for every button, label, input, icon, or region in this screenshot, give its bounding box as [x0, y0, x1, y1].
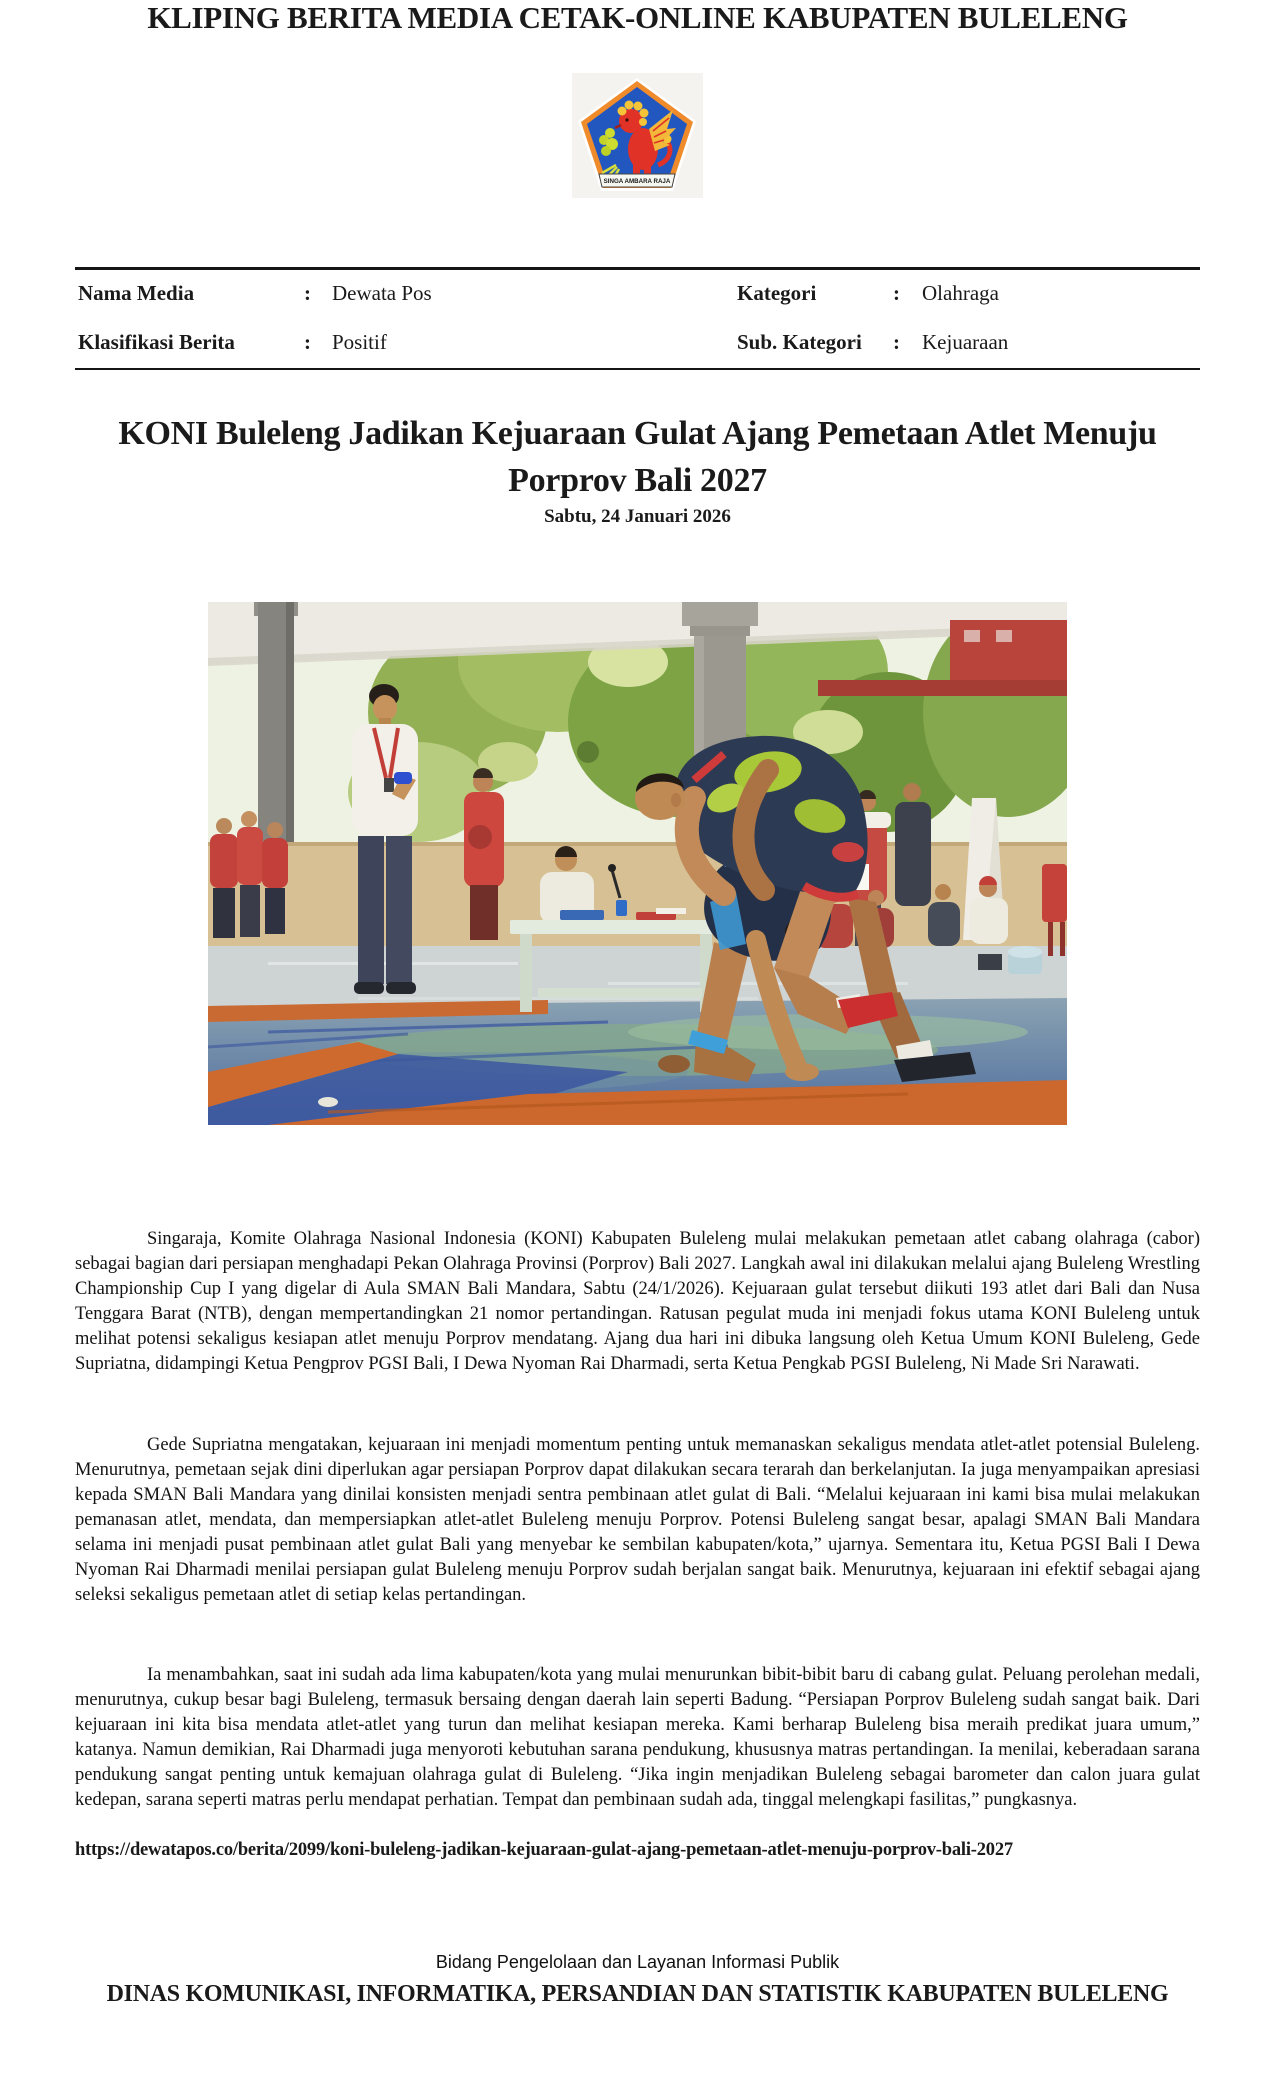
- meta-divider: [75, 368, 1200, 370]
- meta-value-klasifikasi: Positif: [332, 330, 387, 354]
- meta-colon: :: [304, 330, 311, 354]
- header-divider: [75, 267, 1200, 270]
- article-title-line1: KONI Buleleng Jadikan Kejuaraan Gulat Ajang Pemetaan Atlet Menuju: [118, 415, 1157, 452]
- meta-label-klasifikasi: Klasifikasi Berita: [78, 330, 235, 354]
- meta-value-nama-media: Dewata Pos: [332, 281, 432, 305]
- singa-ambara-raja-crest-icon: [572, 73, 703, 198]
- article-paragraph-2: Gede Supriatna mengatakan, kejuaraan ini menjadi momentum penting untuk memanaskan sekaligus mendata atlet-atlet potensial Buleleng. Menurutnya, pemetaan sejak dini diperlukan agar persiapan Porprov dapat dilakukan secara terarah dan berkelanjutan. Ia juga menyampaikan apresiasi kepada SMAN Bali Mandara yang dinilai konsisten menjadi sentra pembinaan atlet gulat di Bali. “Melalui kejuaraan ini kami bisa mulai melakukan pemanasan atlet, mendata, dan mempersiapkan atlet-atlet Buleleng menuju Porprov. Potensi Buleleng sangat besar, apalagi SMAN Bali Mandara selama ini menjadi pusat pembinaan atlet gulat Bali yang menyebar ke sembilan kabupaten/kota,” ujarnya. Sementara itu, Ketua PGSI Bali I Dewa Nyoman Rai Dharmadi menilai persiapan gulat Buleleng menuju Porprov sudah berjalan sangat baik. Menurutnya, kejuaraan ini efektif sebagai ajang seleksi sekaligus pemetaan atlet di setiap kelas pertandingan.: [75, 1434, 1200, 1605]
- article-source-url[interactable]: https://dewatapos.co/berita/2099/koni-buleleng-jadikan-kejuaraan-gulat-ajang-pemetaan-atlet-menuju-porprov-bali-2027: [75, 1840, 1013, 1860]
- meta-value-sub-kategori: Kejuaraan: [922, 330, 1009, 354]
- photo-spectators-left: [210, 811, 288, 938]
- logo-banner: [599, 174, 675, 187]
- buleleng-regency-logo: [572, 73, 703, 198]
- article-date: Sabtu, 24 Januari 2026: [544, 506, 731, 527]
- article-paragraph-3: Ia menambahkan, saat ini sudah ada lima kabupaten/kota yang mulai menurunkan bibit-bibit baru di cabang gulat. Peluang perolehan medali, menurutnya, cukup besar bagi Buleleng, termasuk bersaing dengan daerah lain seperti Badung. “Persiapan Porprov Buleleng sudah sangat baik. Dari kejuaraan ini kita bisa mendata atlet-atlet yang turun dan melihat kesiapan mereka. Kami berharap Buleleng bisa meraih predikat juara umum,” katanya. Namun demikian, Rai Dharmadi juga menyoroti kebutuhan sarana pendukung, khususnya matras pertandingan. Ia menilai, keberadaan sarana pendukung sangat penting untuk kemajuan olahraga gulat di Buleleng. “Jika ingin menjadikan Buleleng sebagai barometer dan calon juara gulat kedepan, sarana seperti matras perlu mendapat perhatian. Tempat dan pembinaan sudah ada, tinggal melengkapi fasilitas,” pungkasnya.: [75, 1664, 1200, 1810]
- wrestling-match-photo: [208, 602, 1067, 1125]
- article-photo: [208, 602, 1067, 1125]
- meta-colon: :: [893, 281, 900, 305]
- article-title: [0, 410, 1275, 504]
- logo-banner-text: SINGA AMBARA RAJA: [603, 178, 671, 185]
- article-paragraph-1: Singaraja, Komite Olahraga Nasional Indonesia (KONI) Kabupaten Buleleng mulai melakukan pemetaan atlet cabang olahraga (cabor) sebagai bagian dari persiapan menghadapi Pekan Olahraga Provinsi (Porprov) Bali 2027. Langkah awal ini dilakukan melalui ajang Buleleng Wrestling Championship Cup I yang digelar di Aula SMAN Bali Mandara, Sabtu (24/1/2026). Kejuaraan gulat tersebut diikuti 193 atlet dari Bali dan Nusa Tenggara Barat (NTB), dengan mempertandingkan 21 nomor pertandingan. Ratusan pegulat muda ini menjadi fokus utama KONI Buleleng untuk melihat potensi sekaligus kesiapan atlet menuju Porprov mendatang. Ajang dua hari ini dibuka langsung oleh Ketua Umum KONI Buleleng, Gede Supriatna, didampingi Ketua Pengprov PGSI Bali, I Dewa Nyoman Rai Dharmadi, serta Ketua Pengkab PGSI Buleleng, Ni Made Sri Narawati.: [75, 1228, 1200, 1374]
- meta-colon: :: [893, 330, 900, 354]
- article-title-line2: Porprov Bali 2027: [508, 462, 767, 499]
- meta-label-nama-media: Nama Media: [78, 281, 195, 305]
- meta-colon: :: [304, 281, 311, 305]
- document-header-title: KLIPING BERITA MEDIA CETAK-ONLINE KABUPATEN BULELENG: [147, 0, 1128, 35]
- photo-red-singlet-man: [464, 768, 504, 940]
- footer-agency-name: DINAS KOMUNIKASI, INFORMATIKA, PERSANDIAN DAN STATISTIK KABUPATEN BULELENG: [106, 1981, 1169, 2007]
- meta-label-sub-kategori: Sub. Kategori: [737, 330, 862, 354]
- footer-division-name: Bidang Pengelolaan dan Layanan Informasi Publik: [435, 1952, 840, 1972]
- meta-label-kategori: Kategori: [737, 281, 817, 305]
- meta-value-kategori: Olahraga: [922, 281, 999, 305]
